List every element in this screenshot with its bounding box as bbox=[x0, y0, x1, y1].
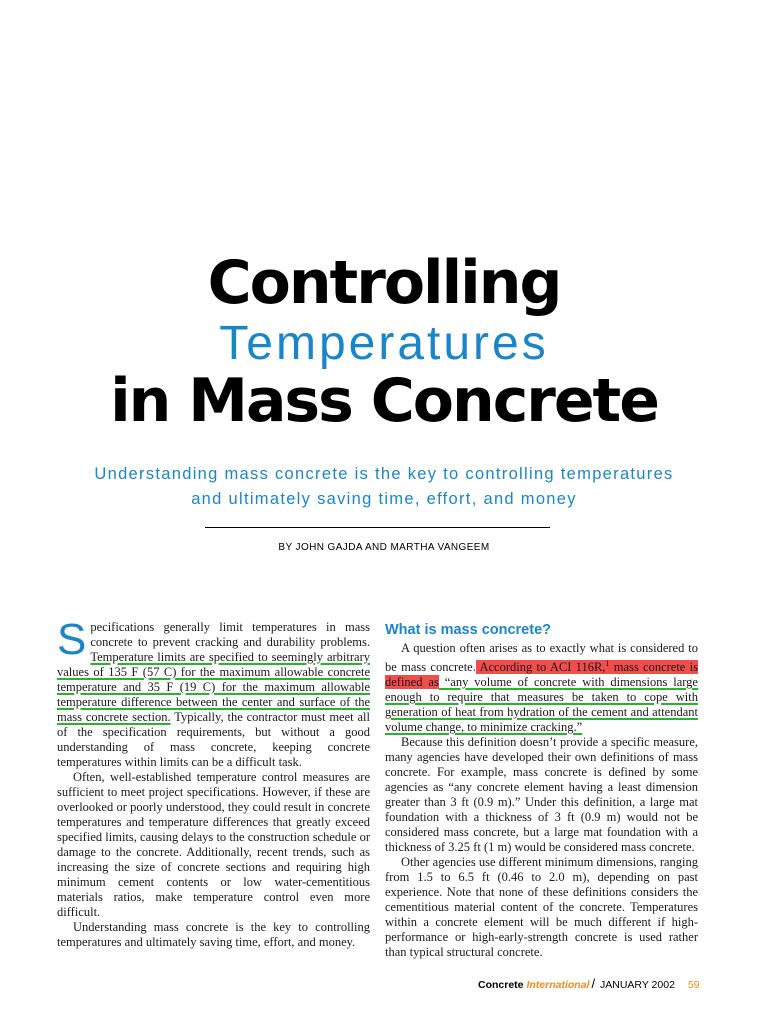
left-p1-text-b: Typically, the contractor must meet all of the specification requirements, but without a good understanding of mass concrete, keeping concrete temperatures within limits can be a difficult task. bbox=[57, 710, 370, 769]
left-column bbox=[57, 615, 370, 950]
left-paragraph-3: Understanding mass concrete is the key to controlling temperatures and ultimately saving time, effort, and money. bbox=[57, 920, 370, 949]
right-column bbox=[385, 620, 698, 960]
footnote-ref: 1 bbox=[605, 659, 610, 668]
page-footer bbox=[478, 976, 700, 991]
subtitle-line-2: and ultimately saving time, effort, and money bbox=[191, 490, 577, 508]
right-paragraph-2: Because this definition doesn’t provide a specific measure, many agencies have developed their own definitions of mass concrete. For example, mass concrete is defined by some agencies as “any concrete element having a least dimension greater than 3 ft (0.9 m).” Under this definition, a large mat foundation with a thickness of 3 ft (0.9 m) would not be considered mass concrete, but a large mat foundation with a thickness of 3.25 ft (1 m) would be considered mass concrete. bbox=[385, 735, 698, 855]
footer-issue: JANUARY 2002 bbox=[600, 979, 675, 991]
subtitle bbox=[0, 462, 768, 512]
page-number: 59 bbox=[687, 979, 700, 991]
footer-brand-international: International bbox=[526, 979, 590, 991]
footer-brand-concrete: Concrete bbox=[478, 979, 524, 991]
right-p1-text-a: A question often arises as to exactly what is considered to be mass concrete. bbox=[385, 641, 698, 675]
right-paragraph-3: Other agencies use different minimum dimensions, ranging from 1.5 to 6.5 ft (0.46 to 2.0 m), depending on past experience. Note that none of these definitions considers the cementitious material content of the concrete. Temperatures within a concrete element will be much different if high-performance or high-early-strength concrete is used rather than typical structural concrete. bbox=[385, 855, 698, 960]
section-heading: What is mass concrete? bbox=[385, 622, 551, 638]
drop-cap: S bbox=[57, 615, 87, 664]
footer-slash: / bbox=[591, 976, 596, 991]
right-paragraph-1 bbox=[385, 641, 698, 735]
divider-rule bbox=[205, 527, 550, 528]
title-line-1: Controlling bbox=[207, 248, 561, 318]
subtitle-line-1: Understanding mass concrete is the key to controlling temperatures bbox=[94, 465, 674, 483]
byline: BY JOHN GAJDA AND MARTHA VANGEEM bbox=[278, 542, 490, 553]
highlighted-text-a: According to ACI 116R, bbox=[475, 660, 606, 675]
left-paragraph-1 bbox=[57, 615, 370, 770]
title-line-2: Temperatures bbox=[219, 317, 549, 370]
highlighted-text-b: mass concrete is defined as bbox=[385, 660, 698, 690]
underlined-passage: Temperature limits are specified to seemingly arbitrary values of 135 F (57 C) for the maximum allowable concrete temperature and 35 F (19 C) for the maximum allowable temperature difference between the center and surface of the mass concrete section. bbox=[57, 650, 370, 724]
title-line-3: in Mass Concrete bbox=[110, 366, 658, 436]
left-paragraph-2: Often, well-established temperature control measures are sufficient to meet project specifications. However, if these are overlooked or poorly understood, they could result in concrete temperatures and temperature differences that greatly exceed specified limits, causing delays to the construction schedule or damage to the concrete. Additionally, recent trends, such as increasing the size of concrete sections and requiring high minimum cement contents or low water-cementitious materials ratios, make temperature control even more difficult. bbox=[57, 770, 370, 919]
underlined-definition: “any volume of concrete with dimensions large enough to require that measures be taken to cope with generation of heat from hydration of the cement and attendant volume change, to minimize cracking.” bbox=[385, 675, 698, 735]
left-p1-text-a: pecifications generally limit temperatures in mass concrete to prevent cracking and durability problems. bbox=[90, 620, 370, 649]
